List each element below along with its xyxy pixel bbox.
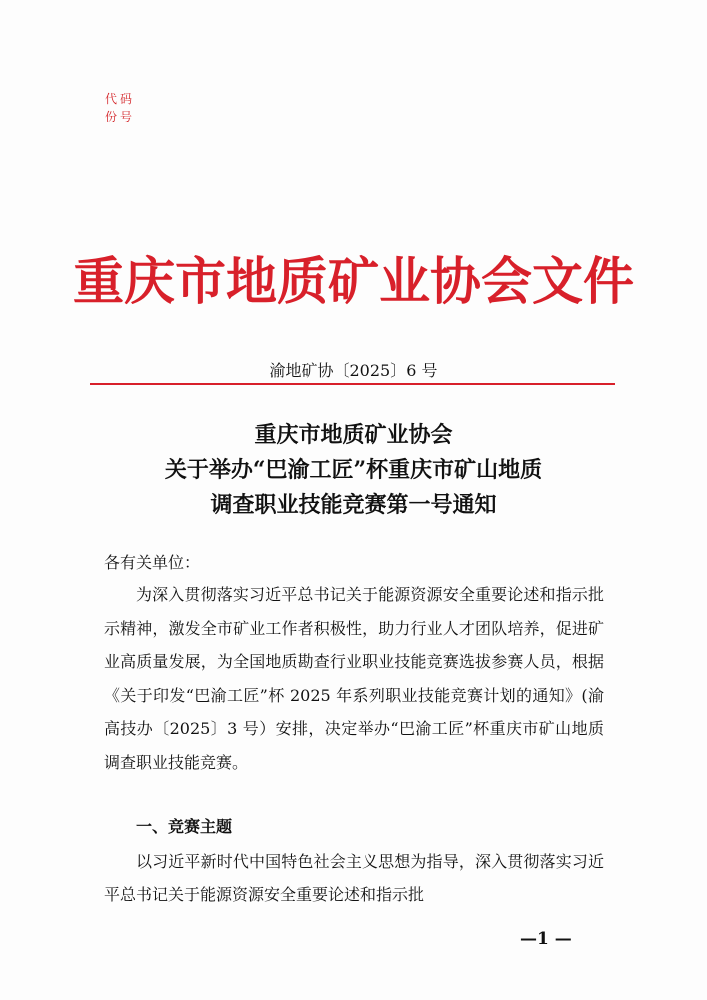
red-divider-line [90, 383, 615, 385]
section-1-paragraph: 以习近平新时代中国特色社会主义思想为指导，深入贯彻落实习近平总书记关于能源资源安全重要论述和指示批 [104, 852, 604, 904]
notice-title-line-2: 关于举办“巴渝工匠”杯重庆市矿山地质 [164, 457, 543, 483]
section-heading-1: 一、竞赛主题 [136, 817, 233, 836]
masthead-title: 重庆市地质矿业协会文件 [72, 253, 634, 312]
notice-title [0, 418, 707, 523]
notice-title-line-3: 调查职业技能竞赛第一号通知 [210, 492, 497, 518]
page-number: —1 — [520, 929, 572, 949]
salutation: 各有关单位： [104, 553, 201, 572]
code-label: 代码 [105, 92, 136, 106]
notice-title-line-1: 重庆市地质矿业协会 [254, 422, 453, 448]
copy-number-label: 份号 [105, 110, 136, 124]
document-number: 渝地矿协〔2025〕6 号 [269, 361, 438, 380]
body-paragraph: 为深入贯彻落实习近平总书记关于能源资源安全重要论述和指示批示精神，激发全市矿业工作者积极性，助力行业人才团队培养，促进矿业高质量发展，为全国地质勘查行业职业技能竞赛选拔参赛人员，根据《关于印发“巴渝工匠”杯 2025 年系列职业技能竞赛计划的通知》(渝高技办〔2025〕3 号）安排，决定举办“巴渝工匠”杯重庆市矿山地质调查职业技能竞赛。 [104, 585, 604, 772]
